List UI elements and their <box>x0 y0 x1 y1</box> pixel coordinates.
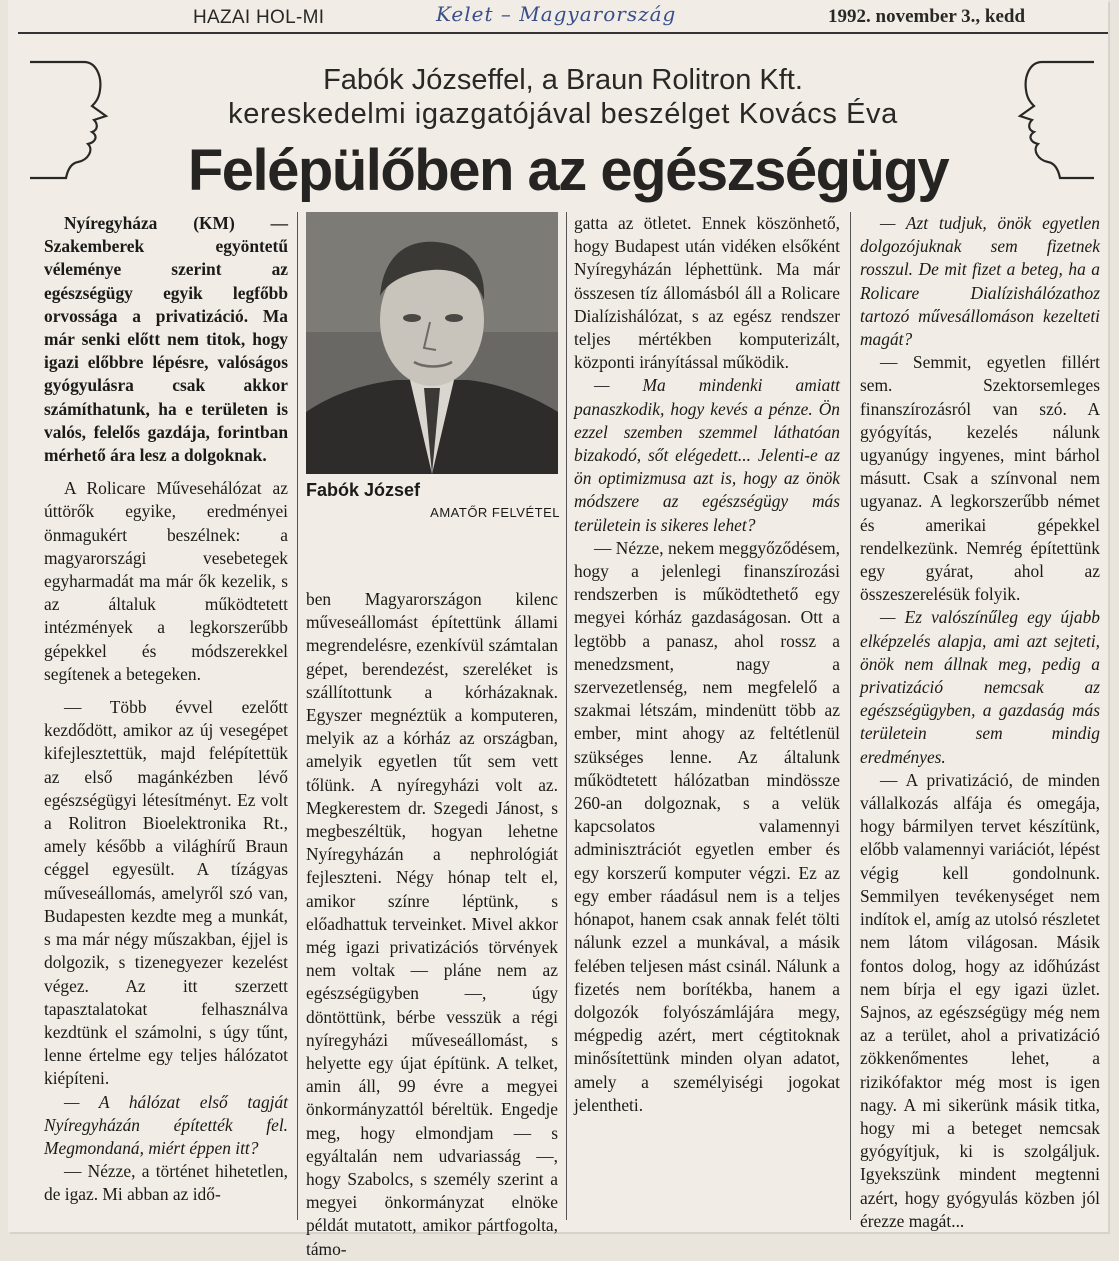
article-paragraph: ben Magyarországon kilenc műveseállomást építettünk állami megrendelésre, ezenkívül számtalan gépet, berendezést, szereléket is szállítottunk a kórházaknak. Egyszer megnéztük a komputeren, melyik az a kórház az országban, amelyik egyetlen tűt sem vett tőlünk. A nyíregyházi volt az. Megkerestem dr. Szegedi Jánost, s megbeszéltük, hogyan lehetne Nyíregyházán a nephrológiát fejleszteni. Négy hónap telt el, amikor színre léptünk, s előadhattuk terveinket. Mivel akkor még igazi privatizációs törvények nem voltak — pláne nem az egészségügyben —, úgy döntöttünk, bérbe vesszük a régi nyíregyházi műveseállomást, s helyette egy újat építünk. A telket, amin áll, 99 évre a megyei önkormányzattól béreltük. Engedje meg, hogy elmondjam — s egyáltalán nem udvariasság —, hogy Szabolcs, s személy szerint a megyei önkormányzat elnöke példát mutatott, amikor pártfogolta, támo- <box>306 589 558 1259</box>
column-rule <box>566 212 567 1220</box>
article-paragraph: — Több évvel ezelőtt kezdődött, amikor az új vesegépet kifejlesztettük, majd felépítettük az első magánkézben lévő egészségügyi létesítményt. Ez volt a Rolitron Bioelektronika Rt., amely később a világhírű Braun céggel egyesült. A tízágyas műveseállomás, amelyről szó van, Budapesten kezdte meg a munkát, s ma már négy műszakban, éjjel is dolgozik, s tizenegyezer kezelést végez. Az itt szerzett tapasztalatokat felhasználva kezdtünk el számolni, s úgy tűnt, lenne értelme egy teljes hálózatot kiépíteni. <box>44 697 288 1089</box>
article-paragraph: gatta az ötletet. Ennek köszönhető, hogy Budapest után vidéken elsőként Nyíregyházán léphettünk. Ma már összesen tíz állomásból áll a Rolicare Dialízishálózat, s az egész rendszer teljes mértékben komputerizált, központi irányítással működik. <box>574 213 840 373</box>
lead-paragraph: Nyíregyháza (KM) — Szakemberek egyöntetű véleménye szerint az egészségügy egyik legfőbb orvossága a privatizáció. Ma már senki előtt nem titok, hogy igazi előbbre lépésre, valóságos gyógyulásra csak akkor számíthatunk, ha e területen is valós, felelős gazdája, forintban mérhető ára lesz a dolgoknak. <box>44 213 288 466</box>
kicker-line-2: kereskedelmi igazgatójával beszélget Kovács Éva <box>228 98 898 130</box>
headline: Felépülőben az egészségügy <box>187 138 949 203</box>
article-paragraph: — Nézze, nekem meggyőződésem, hogy a jelenlegi finanszírozási rendszerben is működtethető egy megyei kórház gazdaságosan. Ott a legtöbb a panasz, ahol rossz a menedzsment, nagy a szervezetlenség, nem megfelelő a szakmai létszám, mindenütt több az ember, mint ahogy az feltétlenül szükséges lenne. Az általunk működtetett hálózatban mindössze 260-an dolgoznak, s a velük kapcsolatos valamennyi adminisztrációt egyetlen ember és egy korszerű komputer végzi. Ez az egy ember ráadásul nem is a teljes hónapot, hanem csak annak felét tölti nálunk ezzel a munkával, a másik felében teljesen mást csinál. Nálunk a fizetés nem borítékba, hanem a dolgozók folyószámlájára megy, mégpedig azért, mert cégtitoknak minősítettünk minden olyan adatot, amely a személyiségi jogokat jelentheti. <box>574 537 840 1115</box>
article-paragraph: — A privatizáció, de minden vállalkozás alfája és omegája, hogy bármilyen tervet készítünk, előbb valamennyi variációt, lépést végig kell gondolnunk. Semmilyen tevékenységet nem indítok el, amíg az utolsó részletet nem látom világosan. Másik fontos dolog, hogy az időhúzást nem bírja el egy igazi üzlet. Sajnos, az egészségügy még nem az a terület, ahol a privatizáció zökkenőmentes lehet, a rizikófaktor még most is igen nagy. A mi sikerünk másik titka, hogy mi a beteget nemcsak gyógyítjuk, ki is szolgáljuk. Igyekszünk mindent megtenni azért, hogy gyógyulás közben jól érezze magát... <box>860 769 1100 1231</box>
kicker-line-1: Fabók Józseffel, a Braun Rolitron Kft. <box>323 64 803 96</box>
photo-caption-name: Fabók József <box>306 480 421 500</box>
article-paragraph: A Rolicare Művesehálózat az úttörők egyike, eredményei önmagukért beszélnek: a magyarországi vesebetegek egyharmadát ma már ők kezelik, s az általuk működtetett intézmények a legkorszerűbb gépekkel és módszerekkel segítenek a betegeken. <box>44 478 288 684</box>
interview-question: — Ez valószínűleg egy újabb elképzelés alapja, ami azt sejteti, önök nem állnak meg, pedig a privatizáció nemcsak az egészségügyben, a gazdaság más területein sem mindig eredményes. <box>860 607 1100 767</box>
article-column-1 <box>44 212 288 1207</box>
photo-caption-credit: AMATŐR FELVÉTEL <box>430 505 560 520</box>
article-paragraph: — Nézze, a történet hihetetlen, de igaz. Mi abban az idő- <box>44 1161 288 1205</box>
issue-date: 1992. november 3., kedd <box>828 6 1026 27</box>
face-profile-left-icon <box>26 50 126 190</box>
column-rule <box>850 212 851 1220</box>
article-column-4 <box>860 212 1100 1233</box>
interview-question: — Azt tudjuk, önök egyetlen dolgozójuknak sem fizetnek rosszul. De mit fizet a beteg, ha a Rolicare Dialízishálózathoz tartozó művesállomáson kezelteti magát? <box>860 213 1100 350</box>
header-rule <box>18 32 1108 34</box>
interview-question: — Ma mindenki amiatt panaszkodik, hogy kevés a pénze. Ön ezzel szemben szemmel láthatóan bizakodó, sőt elégedett... Jelenti-e az ön optimizmusa azt is, hogy az önök módszere az egészségügy más területein is sikeres lehet? <box>574 375 840 535</box>
article-column-3 <box>574 212 840 1117</box>
interview-question: — A hálózat első tagját Nyíregyházán építették fel. Megmondaná, miért éppen itt? <box>44 1091 288 1158</box>
section-title: HAZAI HOL-MI <box>193 7 325 28</box>
article-paragraph: — Semmit, egyetlen fillért sem. Szektorsemleges finanszírozásról van szó. A gyógyítás, kezelés nálunk ugyanúgy ingyenes, mint bárhol másutt. Csak a színvonal nem ugyanaz. A legkorszerűbb német és amerikai gépekkel rendelkezünk. Nemrég építettünk egy gyárat, ahol az összeszerelésük folyik. <box>860 352 1100 605</box>
article-column-2 <box>306 588 558 1261</box>
portrait-photo <box>306 212 558 474</box>
newspaper-clipping <box>8 0 1108 1259</box>
column-rule <box>297 212 298 1220</box>
handwritten-source-note: Kelet – Magyarország <box>436 2 677 26</box>
